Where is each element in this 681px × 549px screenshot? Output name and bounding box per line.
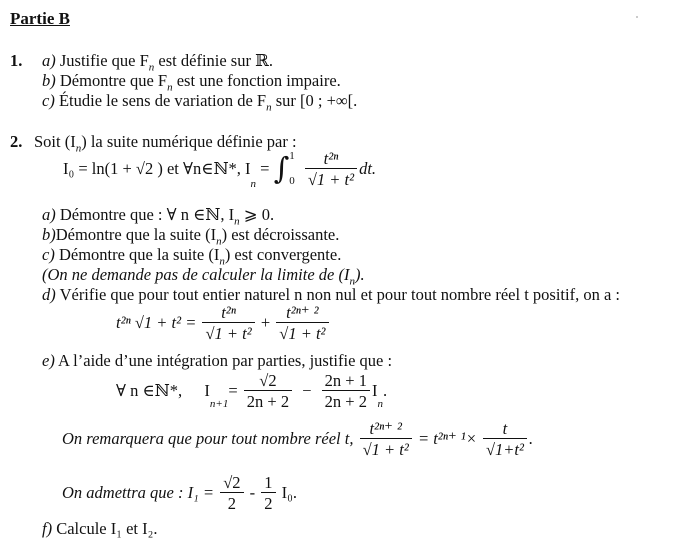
item-text: Vérifie que pour tout entier naturel n non nul et pour tout nombre réel t positif, on a :	[59, 285, 620, 304]
fraction-numerator: t²ⁿ	[221, 303, 236, 322]
period: .	[528, 428, 534, 448]
fraction-denominator: √1 + t²	[360, 438, 412, 458]
definition-text: I₀ = ln(1 + √2 ) et ∀n∈ℕ*, I	[63, 158, 251, 178]
part-heading: Partie B	[10, 9, 70, 28]
sequence-definition	[63, 150, 376, 191]
question-1-number: 1.	[10, 51, 23, 70]
upper-bound: 1	[289, 150, 295, 163]
fraction-numerator: t²ⁿ⁺ ²	[286, 303, 319, 322]
subscript: n	[75, 142, 82, 155]
minus-sign: −	[302, 380, 312, 400]
item-text: Démontre que F	[59, 71, 168, 90]
integral-sign: ∫	[273, 151, 290, 187]
integrand-denominator: √1 + t²	[305, 168, 357, 188]
note-text-tail: ).	[354, 265, 365, 284]
item-text-tail: ) est décroissante.	[221, 225, 340, 244]
item-tag: a)	[42, 51, 56, 70]
remark-text: On remarquera que pour tout nombre réel t,	[62, 428, 354, 448]
item-text-tail: ⩾ 0.	[239, 205, 275, 224]
identity-left-side: t²ⁿ √1 + t² =	[116, 312, 197, 332]
item-text: Justifie que F	[59, 51, 149, 70]
item-text: Calcule I₁ et I₂.	[56, 519, 158, 538]
integrand-fraction	[305, 150, 357, 189]
item-text: Démontre que : ∀ n ∈ℕ, I	[59, 205, 235, 224]
recurrence-fraction-2	[322, 372, 370, 411]
scan-speck	[636, 16, 638, 18]
remark-line	[62, 420, 533, 459]
question-1c	[42, 92, 357, 114]
remark-fraction-2	[483, 420, 527, 459]
quantifier: ∀ n ∈ℕ*,	[116, 380, 183, 400]
item-text-tail: sur [0 ; +∞[.	[271, 91, 358, 110]
subscript: n	[250, 178, 257, 191]
note-text: (On ne demande pas de calculer la limite de (I	[42, 265, 350, 284]
item-text-tail: est une fonction impaire.	[172, 71, 341, 90]
recurrence-lhs: I	[204, 380, 210, 400]
item-tag: b)	[42, 71, 56, 90]
intro-text: Soit (I	[34, 132, 76, 151]
fraction-denominator: 2n + 2	[322, 390, 370, 410]
fraction-numerator: t²ⁿ⁺ ²	[369, 419, 402, 438]
question-2d	[42, 286, 620, 305]
fraction-numerator: t	[502, 419, 508, 438]
admitted-fraction-2	[261, 474, 275, 513]
subscript: n	[377, 398, 383, 411]
item-text-tail: est définie sur ℝ.	[154, 51, 273, 70]
admitted-text: On admettra que : I₁ =	[62, 482, 215, 502]
equals-sign: =	[228, 380, 238, 400]
fraction-numerator: 1	[264, 473, 273, 492]
question-2f	[42, 520, 158, 539]
fraction-denominator: 2	[220, 492, 243, 512]
admitted-tail: I₀.	[281, 482, 297, 502]
subscript: n	[216, 235, 222, 248]
recurrence-tail: I	[371, 380, 378, 400]
integrand-numerator: t²ⁿ	[323, 149, 339, 168]
admitted-fraction-1	[220, 474, 243, 513]
item-text: Étudie le sens de variation de F	[58, 91, 267, 110]
question-2e	[42, 352, 392, 371]
item-tag: a)	[42, 205, 56, 224]
intro-text-tail: ) la suite numérique définie par :	[81, 132, 297, 151]
fraction-denominator: 2	[261, 492, 275, 512]
remark-fraction-1	[360, 420, 412, 459]
item-tag: c)	[42, 91, 55, 110]
subscript: n	[167, 81, 173, 94]
item-tag: e)	[42, 351, 55, 370]
fraction-denominator: √1+t²	[483, 438, 527, 458]
subscript: n	[234, 215, 240, 228]
fraction-denominator: √1 + t²	[276, 322, 328, 342]
period: .	[382, 380, 388, 400]
lower-bound: 0	[289, 175, 295, 188]
item-text: Démontre que la suite (I	[58, 245, 220, 264]
item-text-tail: ) est convergente.	[224, 245, 342, 264]
item-tag: b)	[42, 225, 56, 244]
identity-fraction-2	[276, 304, 328, 343]
fraction-numerator: 2n + 1	[324, 371, 367, 390]
fraction-denominator: 2n + 2	[244, 390, 292, 410]
subscript: n	[266, 101, 272, 114]
question-2-number: 2.	[10, 132, 23, 151]
integral-bounds	[289, 151, 295, 187]
plus-sign: +	[260, 312, 271, 332]
integral-dt: dt.	[359, 158, 377, 178]
item-tag: f)	[42, 519, 53, 538]
item-tag: c)	[42, 245, 55, 264]
item-text: Démontre que la suite (I	[55, 225, 217, 244]
equals-sign: =	[256, 158, 274, 178]
subscript: n	[349, 275, 355, 288]
admitted-result	[62, 474, 297, 513]
recurrence-relation	[116, 372, 387, 411]
remark-middle: = t²ⁿ⁺ ¹×	[417, 428, 477, 448]
fraction-numerator: √2	[223, 473, 241, 492]
item-text: A l’aide d’une intégration par parties, justifie que :	[58, 351, 393, 370]
subscript: n	[148, 61, 155, 74]
identity-d-equation	[116, 304, 331, 343]
subscript: n+1	[209, 398, 229, 411]
subscript: n	[219, 255, 225, 268]
fraction-denominator: √1 + t²	[202, 322, 254, 342]
identity-fraction-1	[202, 304, 254, 343]
fraction-numerator: √2	[259, 371, 277, 390]
item-tag: d)	[42, 285, 56, 304]
minus-sign: -	[249, 482, 256, 502]
recurrence-fraction-1	[244, 372, 292, 411]
